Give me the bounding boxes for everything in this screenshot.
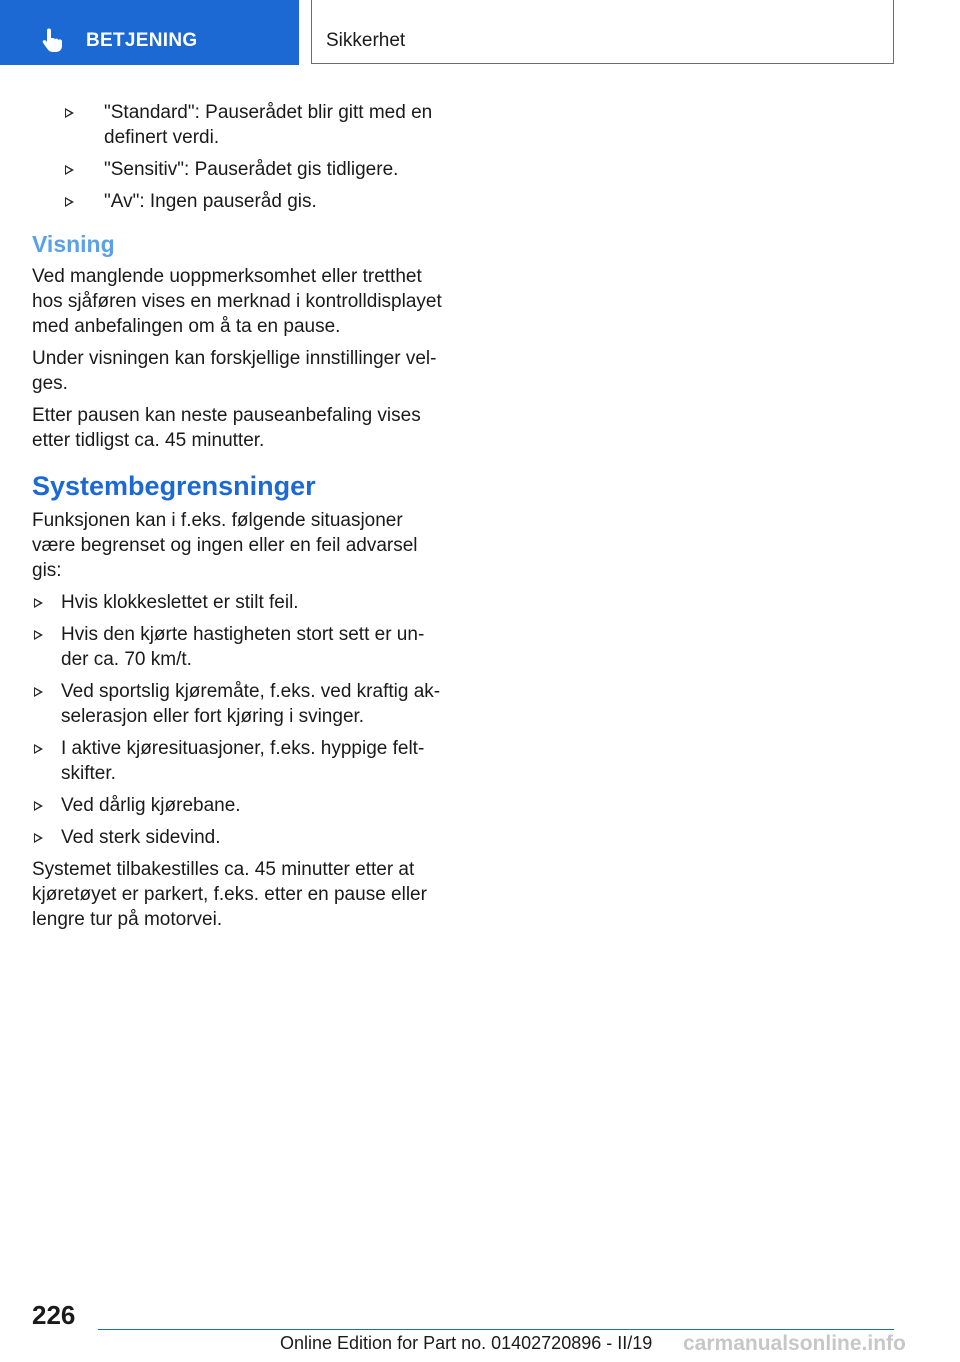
edition-text: Online Edition for Part no. 01402720896 - II/19: [280, 1333, 653, 1353]
list-item: I aktive kjøresituasjoner, f.eks. hyppige feltskifter.: [32, 736, 444, 786]
visning-paragraph: Etter pausen kan neste pauseanbefaling vises etter tidligst ca. 45 minutter.: [32, 405, 421, 451]
visning-paragraph: Ved manglende uoppmerksomhet eller tretthet hos sjåføren vises en merknad i kontrolldisplayet med anbefalingen om å ta en pause.: [32, 266, 442, 337]
bullet-triangle-icon: [65, 197, 74, 207]
list-item: Hvis klokkeslettet er stilt feil.: [32, 590, 444, 615]
bullet-triangle-icon: [65, 165, 74, 175]
systembegrensninger-heading: Systembegrensninger: [32, 471, 316, 501]
bullet-triangle-icon: [34, 744, 43, 754]
list-item: "Sensitiv": Pauserådet gis tidligere.: [32, 157, 444, 182]
limitations-list: [32, 590, 444, 850]
limitations-intro: Funksjonen kan i f.eks. følgende situasjoner være begrenset og ingen eller en feil advarsel gis:: [32, 510, 418, 581]
main-column: [32, 100, 444, 939]
hand-pointer-icon: [40, 27, 64, 53]
bullet-triangle-icon: [65, 108, 74, 118]
section-title: Sikkerhet: [326, 30, 406, 51]
list-item: Ved sterk sidevind.: [32, 825, 444, 850]
page-number: 226: [32, 1300, 76, 1330]
footer-divider: [98, 1329, 894, 1330]
visning-paragraph: Under visningen kan forskjellige innstillinger velges.: [32, 348, 437, 394]
list-item: Hvis den kjørte hastigheten stort sett er under ca. 70 km/t.: [32, 622, 444, 672]
list-item: "Av": Ingen pauseråd gis.: [32, 189, 444, 214]
setting-options-list: [32, 100, 444, 214]
list-item: Ved sportslig kjøremåte, f.eks. ved kraftig akselerasjon eller fort kjøring i svinger.: [32, 679, 444, 729]
list-item: "Standard": Pauserådet blir gitt med en definert verdi.: [32, 100, 444, 150]
bullet-triangle-icon: [34, 801, 43, 811]
chapter-tab: [0, 0, 299, 65]
bullet-triangle-icon: [34, 833, 43, 843]
chapter-tab-label: BETJENING: [86, 30, 198, 51]
watermark: carmanualsonline.info: [683, 1332, 906, 1355]
bullet-triangle-icon: [34, 598, 43, 608]
limitations-closing: Systemet tilbakestilles ca. 45 minutter etter at kjøretøyet er parkert, f.eks. etter en pause eller lengre tur på motorvei.: [32, 859, 427, 930]
bullet-triangle-icon: [34, 630, 43, 640]
bullet-triangle-icon: [34, 687, 43, 697]
visning-heading: Visning: [32, 231, 115, 257]
list-item: Ved dårlig kjørebane.: [32, 793, 444, 818]
section-header: [311, 0, 894, 64]
